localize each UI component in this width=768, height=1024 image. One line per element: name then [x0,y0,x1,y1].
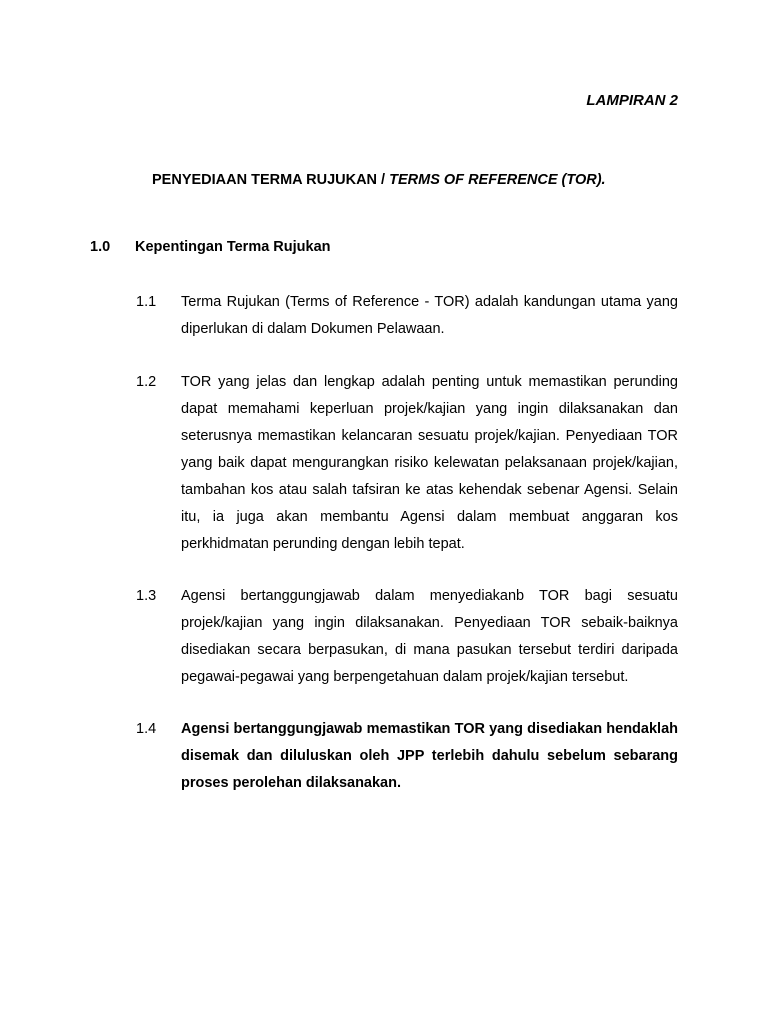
item-number: 1.3 [136,588,157,604]
item-text: TOR yang jelas dan lengkap adalah penting untuk memastikan perunding dapat memahami keperluan projek/kajian yang ingin dilaksanakan dan seterusnya memastikan kelancaran sesuatu projek/kajian. Penyediaan TOR yang baik dapat mengurangkan risiko kelewatan pelaksanaan projek/kajian, tambahan kos atau salah tafsiran ke atas kehendak sebenar Agensi. Selain itu, ia juga akan membantu Agensi dalam membuat anggaran kos perkhidmatan perunding dengan lebih tepat. [181,374,678,552]
appendix-label: LAMPIRAN 2 [586,92,678,109]
item-text: Agensi bertanggungjawab dalam menyediakanb TOR bagi sesuatu projek/kajian yang ingin dilaksanakan. Penyediaan TOR sebaik-baiknya disediakan secara berpasukan, di mana pasukan tersebut terdiri daripada pegawai-pegawai yang berpengetahuan dalam projek/kajian tersebut. [181,588,678,685]
item-number: 1.2 [136,374,157,390]
list-item [136,289,678,343]
section-title: Kepentingan Terma Rujukan [135,239,331,255]
item-text: Agensi bertanggungjawab memastikan TOR yang disediakan hendaklah disemak dan diluluskan oleh JPP terlebih dahulu sebelum sebarang proses perolehan dilaksanakan. [181,721,678,791]
item-number: 1.1 [136,294,157,310]
title-main: PENYEDIAAN TERMA RUJUKAN / [152,172,390,188]
list-item [136,369,678,558]
section-heading [90,239,331,255]
item-text: Terma Rujukan (Terms of Reference - TOR) adalah kandungan utama yang diperlukan di dalam Dokumen Pelawaan. [181,294,678,337]
list-item [136,583,678,691]
document-title [152,172,606,188]
title-italic: TERMS OF REFERENCE (TOR). [389,172,606,188]
list-item [136,716,678,797]
section-number: 1.0 [90,239,111,255]
item-number: 1.4 [136,721,157,737]
